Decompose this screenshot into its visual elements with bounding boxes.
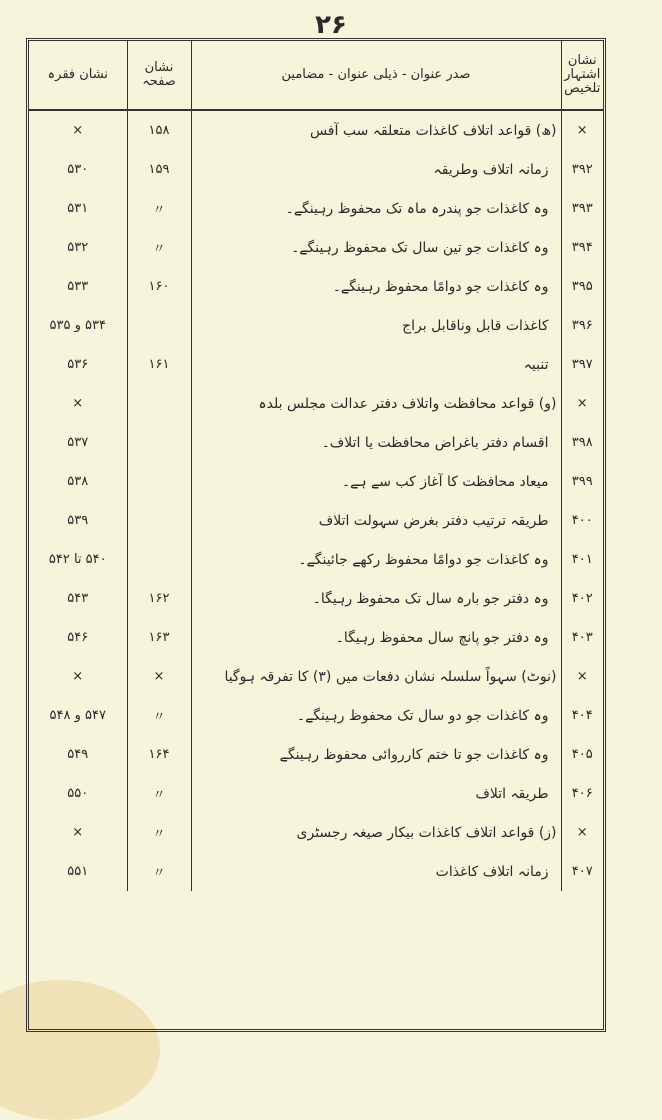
- row-page-mark: [127, 501, 191, 540]
- table-row: [29, 345, 603, 384]
- row-serial: ×: [561, 813, 603, 852]
- row-title: وہ دفتر جو پانچ سال محفوظ رہیگا۔: [191, 618, 561, 657]
- row-page-mark: ۱۶۰: [127, 267, 191, 306]
- row-title: (نوٹ) سہواً سلسلہ نشان دفعات میں (۳) کا تفرقہ ہوگیا: [191, 657, 561, 696]
- table-row: [29, 150, 603, 189]
- row-para-mark: ۵۳۶: [67, 357, 89, 372]
- row-title: (ھ) قواعد اتلاف کاغذات متعلقہ سب آفس: [191, 110, 561, 150]
- row-para-mark: ۵۳۰: [67, 162, 89, 177]
- row-title: وہ دفتر جو بارہ سال تک محفوظ رہیگا۔: [191, 579, 561, 618]
- row-serial: ۴۰۳: [561, 618, 603, 657]
- row-serial: ×: [561, 384, 603, 423]
- table-row: [29, 696, 603, 735]
- row-page-mark: [127, 384, 191, 423]
- row-page-mark: ۱۵۹: [127, 150, 191, 189]
- row-page-mark: 〃: [127, 696, 191, 735]
- table-row: [29, 384, 603, 423]
- row-title: اقسام دفتر باغراض محافظت یا اتلاف۔: [191, 423, 561, 462]
- row-para-mark: ۵۴۰ تا ۵۴۲: [48, 552, 107, 567]
- row-title: وہ کاغذات جو پندرہ ماہ تک محفوظ رہینگے۔: [191, 189, 561, 228]
- row-para-mark: ۵۳۷: [67, 435, 89, 450]
- row-title: وہ کاغذات جو دوامًا محفوظ رہینگے۔: [191, 267, 561, 306]
- row-para-mark: ۵۴۷ و ۵۴۸: [49, 708, 106, 723]
- table-row: [29, 735, 603, 774]
- row-title: زمانہ اتلاف وطریقہ: [191, 150, 561, 189]
- header-title: صدر عنوان - ذیلی عنوان - مضامین: [191, 41, 561, 110]
- row-title: طریقہ اتلاف: [191, 774, 561, 813]
- index-table: [29, 41, 603, 891]
- row-serial: ۳۹۸: [561, 423, 603, 462]
- table-body: [29, 110, 603, 891]
- table-row: [29, 306, 603, 345]
- row-para-mark: ۵۳۸: [67, 474, 89, 489]
- row-serial: ۳۹۴: [561, 228, 603, 267]
- table-row: [29, 110, 603, 150]
- row-page-mark: ۱۶۱: [127, 345, 191, 384]
- row-title: طریقہ ترتیب دفتر بغرض سہولت اتلاف: [191, 501, 561, 540]
- row-page-mark: 〃: [127, 852, 191, 891]
- row-title: وہ کاغذات جو دو سال تک محفوظ رہینگے۔: [191, 696, 561, 735]
- index-table-frame: [26, 38, 606, 1032]
- row-page-mark: ۱۶۴: [127, 735, 191, 774]
- row-title: کاغذات قابل وناقابل براج: [191, 306, 561, 345]
- row-title: تنبیہ: [191, 345, 561, 384]
- table-row: [29, 618, 603, 657]
- table-row: [29, 228, 603, 267]
- table-row: [29, 813, 603, 852]
- row-title: وہ کاغذات جو دوامًا محفوظ رکھے جائینگے۔: [191, 540, 561, 579]
- row-para-mark: ×: [72, 825, 84, 840]
- row-para-mark: ×: [72, 669, 84, 684]
- table-row: [29, 501, 603, 540]
- row-serial: ۳۹۵: [561, 267, 603, 306]
- table-row: [29, 579, 603, 618]
- row-serial: ۴۰۰: [561, 501, 603, 540]
- row-para-mark: ۵۳۱: [67, 201, 89, 216]
- row-page-mark: [127, 423, 191, 462]
- table-row: [29, 657, 603, 696]
- row-serial: ۳۹۳: [561, 189, 603, 228]
- row-page-mark: [127, 306, 191, 345]
- header-page-mark: نشان صفحہ: [127, 41, 191, 110]
- row-page-mark: 〃: [127, 774, 191, 813]
- row-para-mark: ۵۳۴ و ۵۳۵: [49, 318, 106, 333]
- row-para-mark: ×: [72, 123, 84, 138]
- row-para-mark: ۵۴۶: [67, 630, 89, 645]
- row-title: (ز) قواعد اتلاف کاغذات بیکار صیغہ رجسٹری: [191, 813, 561, 852]
- table-row: [29, 423, 603, 462]
- row-title: زمانہ اتلاف کاغذات: [191, 852, 561, 891]
- header-para-mark: نشان فقرہ: [29, 41, 127, 110]
- row-page-mark: ۱۵۸: [127, 110, 191, 150]
- row-serial: ۳۹۹: [561, 462, 603, 501]
- row-serial: ۳۹۷: [561, 345, 603, 384]
- row-title: وہ کاغذات جو تا ختم کارروائی محفوظ رہینگے: [191, 735, 561, 774]
- row-para-mark: ۵۴۹: [67, 747, 89, 762]
- row-serial: ۴۰۲: [561, 579, 603, 618]
- row-para-mark: ×: [72, 396, 84, 411]
- row-page-mark: 〃: [127, 228, 191, 267]
- row-page-mark: ×: [127, 657, 191, 696]
- row-serial: ۴۰۱: [561, 540, 603, 579]
- row-serial: ۴۰۷: [561, 852, 603, 891]
- row-para-mark: ۵۳۲: [67, 240, 89, 255]
- row-serial: ۳۹۶: [561, 306, 603, 345]
- page-number: ۲۶: [315, 10, 347, 40]
- row-para-mark: ۵۵۰: [67, 786, 89, 801]
- row-page-mark: [127, 540, 191, 579]
- table-row: [29, 189, 603, 228]
- row-para-mark: ۵۵۱: [67, 864, 89, 879]
- row-serial: ۴۰۵: [561, 735, 603, 774]
- row-serial: ×: [561, 657, 603, 696]
- table-row: [29, 852, 603, 891]
- row-title: وہ کاغذات جو تین سال تک محفوظ رہینگے۔: [191, 228, 561, 267]
- row-para-mark: ۵۳۳: [67, 279, 89, 294]
- row-page-mark: 〃: [127, 189, 191, 228]
- table-row: [29, 540, 603, 579]
- row-serial: ۳۹۲: [561, 150, 603, 189]
- table-row: [29, 462, 603, 501]
- table-row: [29, 267, 603, 306]
- row-serial: ۴۰۶: [561, 774, 603, 813]
- row-page-mark: ۱۶۲: [127, 579, 191, 618]
- row-para-mark: ۵۳۹: [67, 513, 89, 528]
- row-page-mark: ۱۶۳: [127, 618, 191, 657]
- row-serial: ۴۰۴: [561, 696, 603, 735]
- row-title: میعاد محافظت کا آغاز کب سے ہے۔: [191, 462, 561, 501]
- header-serial: نشان اشتہار تلخیص: [561, 41, 603, 110]
- row-page-mark: [127, 462, 191, 501]
- row-title: (و) قواعد محافظت واتلاف دفتر عدالت مجلس بلدہ: [191, 384, 561, 423]
- table-row: [29, 774, 603, 813]
- row-serial: ×: [561, 110, 603, 150]
- header-row: [29, 41, 603, 110]
- row-page-mark: 〃: [127, 813, 191, 852]
- row-para-mark: ۵۴۳: [67, 591, 89, 606]
